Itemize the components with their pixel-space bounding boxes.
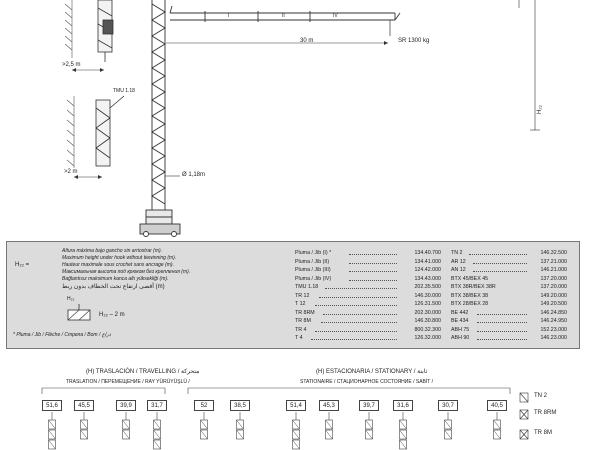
code-row: BTX 38/BEX 38 [451, 292, 489, 299]
code-row: AR 12 [451, 258, 466, 265]
hook-capacity-label: SR 1300 kg [398, 38, 430, 44]
code-value: 146.30.000 [414, 292, 441, 299]
height-value: 31,7 [151, 403, 163, 409]
code-row: TR 12 [295, 292, 310, 299]
code-row: BE 442 [451, 309, 469, 316]
height-value-box [319, 400, 339, 411]
code-value: 134.41.000 [414, 258, 441, 265]
wall-hatch-top [65, 0, 72, 58]
code-row: ABH 90 [451, 335, 470, 341]
legend-tr8rm: TR 8RM [534, 410, 557, 416]
code-value: 137.20.000 [540, 275, 567, 282]
stationary-title: (H) ESTACIONARIA / STATIONARY / ثابتة [316, 369, 428, 375]
tmu-label: TMU 1.18 [113, 88, 135, 94]
height-value: 45,5 [78, 403, 90, 409]
code-value: 202.30.000 [414, 309, 441, 316]
code-row: T 4 [295, 335, 303, 341]
legend-tn2: TN 2 [534, 393, 548, 399]
height-value-box [147, 400, 167, 411]
stationary-subtitle: STATIONAIRE / СТАЦИОНАРНОЕ СОСТОЯНИЕ / SABİT / [300, 379, 434, 385]
height-value-box [230, 400, 250, 411]
height-label: H₂₂ [537, 105, 543, 114]
code-row: Pluma / Jib (I) * [295, 250, 332, 256]
hub-symbol: H₂₂ = [15, 262, 30, 268]
code-row: ABH 75 [451, 326, 470, 333]
diameter-label: Ø 1,18m [182, 172, 206, 178]
hub-formula: H₂₂ – 2 m [99, 312, 125, 318]
code-row: BTX 38R/BEX 38R [451, 284, 496, 290]
info-box [6, 241, 580, 349]
code-value: 137.20.000 [540, 284, 567, 290]
travelling-subtitle: TRASLATION / ПЕРЕМЕЩЕНИЕ / RAY YÜRÜYÜŞLÜ / [66, 379, 190, 385]
code-value: 146.24.950 [540, 318, 567, 324]
small-mast-bottom [96, 96, 124, 166]
code-value: 146.32.500 [540, 250, 567, 256]
code-row: BE 434 [451, 318, 469, 324]
height-value: 31,6 [397, 403, 409, 409]
code-row: Pluma / Jib (II) [295, 258, 330, 265]
legend-tr8m: TR 8M [534, 430, 552, 436]
code-value: 152.23.000 [540, 326, 567, 333]
code-row: AN 12 [451, 267, 466, 273]
code-value: 149.20.500 [540, 301, 567, 307]
mast-section-icon [67, 304, 93, 322]
code-value: 134.43.000 [414, 275, 441, 282]
code-row: Pluma / Jib (III) [295, 267, 331, 273]
height-value: 39,9 [120, 403, 132, 409]
height-value-box [116, 400, 136, 411]
code-value: 146.23.000 [540, 335, 567, 341]
code-value: 146.21.000 [540, 267, 567, 273]
desc-fr: Hauteur maximale sous crochet sans ancrage (m). [62, 262, 174, 268]
height-value: 39,7 [363, 403, 375, 409]
footnote: * Pluma / Jib / Flèche / Стрела / Bom / ذراع [13, 332, 111, 338]
main-tower [140, 0, 180, 237]
code-value: 137.21.000 [540, 258, 567, 265]
code-row: TR 4 [295, 326, 307, 333]
code-value: 149.20.000 [540, 292, 567, 299]
code-value: 202.35.500 [414, 284, 441, 290]
code-row: Pluma / Jib (IV) [295, 275, 332, 282]
code-row: TN 2 [451, 250, 463, 256]
code-table-1 [295, 250, 441, 346]
height-value: 38,5 [234, 403, 246, 409]
jib-section-4: IV [333, 13, 338, 19]
desc-es: Altura máxima bajo gancho sin arriostrar (m). [62, 248, 163, 254]
small-crane-top [98, 0, 113, 62]
height-value-box [74, 400, 94, 411]
height-value-box [194, 400, 214, 411]
desc-tr: Bağlantısız maksimum kanca altı yüksekliği (m). [62, 276, 169, 282]
hub-prefix: H₂₂ [67, 296, 75, 302]
code-row: TMU 1.18 [295, 284, 319, 290]
height-value-box [359, 400, 379, 411]
jib-length-label: 30 m [300, 38, 314, 44]
code-row: TR 8RM [295, 309, 315, 316]
code-row: TR 8M [295, 318, 311, 324]
desc-ru: Максимальная высота под крюком без крепления (m). [62, 269, 191, 275]
height-value: 51,6 [46, 403, 58, 409]
travelling-title: (H) TRASLACIÓN / TRAVELLING / متحركة [86, 369, 200, 375]
code-value: 146.24.850 [540, 309, 567, 316]
code-row: BTX 45/BEX 45 [451, 275, 489, 282]
height-value-box [438, 400, 458, 411]
desc-ar: أقصى ارتفاع تحت الخطاف بدون ربط (m) [62, 284, 165, 290]
height-value: 45,3 [323, 403, 335, 409]
jib [170, 6, 400, 22]
jib-section-1: I [228, 13, 230, 19]
code-value: 134.40.700 [414, 250, 441, 256]
height-value-box [286, 400, 306, 411]
legend-icons [520, 393, 528, 439]
wall-hatch-bottom [67, 96, 74, 168]
min-clearance-bottom-label: >2 m [64, 169, 78, 175]
height-value: 30,7 [442, 403, 454, 409]
code-value: 126.31.500 [414, 301, 441, 307]
height-value: 52 [200, 403, 208, 409]
code-row: BTX 28/BEX 28 [451, 301, 489, 307]
min-clearance-top-label: >2,5 m [62, 62, 81, 68]
height-value-box [393, 400, 413, 411]
height-value: 40,5 [491, 403, 503, 409]
code-value: 146.30.800 [414, 318, 441, 324]
mast-configurations [0, 384, 600, 450]
code-value: 800.32.300 [414, 326, 441, 333]
mast-columns [49, 412, 501, 449]
jib-section-2: II [282, 13, 285, 19]
code-table-2 [451, 250, 567, 346]
code-value: 124.42.000 [414, 267, 441, 273]
code-value: 126.32.000 [414, 335, 441, 341]
desc-en: Maximum height under hook without tiewinning (m). [62, 255, 177, 261]
height-value-box [487, 400, 507, 411]
code-row: T 12 [295, 301, 306, 307]
height-value-box [42, 400, 62, 411]
height-value: 51,4 [290, 403, 302, 409]
